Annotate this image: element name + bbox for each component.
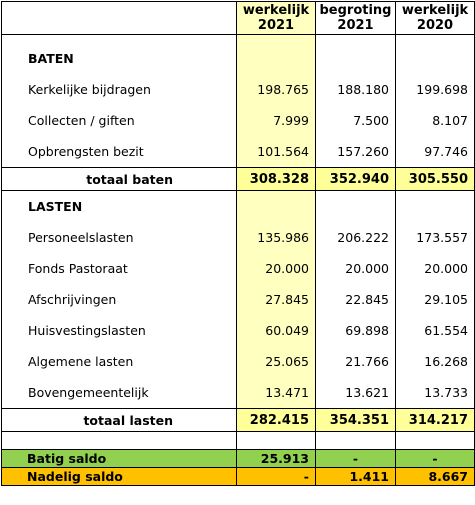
col-header-line1: werkelijk [401,3,469,18]
table-row [2,377,475,409]
row-label: Personeelslasten [2,222,237,253]
cell-value: 173.557 [396,222,475,253]
budget-table [1,1,475,486]
col-header-begroting-2021 [316,2,396,35]
batig-saldo-label: Batig saldo [2,450,237,468]
col-header-line1: begroting [319,3,392,18]
cell-value: 188.180 [316,74,396,105]
total-value: 305.550 [396,168,475,191]
cell-value: 13.733 [396,377,475,409]
total-value: 282.415 [237,409,316,432]
cell-value: 22.845 [316,284,396,315]
col-header-line1: werkelijk [242,3,310,18]
cell-value: 7.500 [316,105,396,136]
section-title-lasten: LASTEN [2,191,237,223]
section-row-baten [2,43,475,74]
section-title-baten: BATEN [2,43,237,74]
row-label: Opbrengsten bezit [2,136,237,168]
cell-value: 8.107 [396,105,475,136]
total-row-lasten [2,409,475,432]
table-row [2,315,475,346]
cell-value: 13.471 [237,377,316,409]
cell-value: 60.049 [237,315,316,346]
col-header-line2: 2020 [416,18,454,33]
header-label-cell [2,2,237,35]
table-row [2,74,475,105]
section-row-lasten [2,191,475,223]
spacer-row [2,432,475,450]
cell-value: 69.898 [316,315,396,346]
cell-value: 20.000 [316,253,396,284]
row-label: Afschrijvingen [2,284,237,315]
row-label: Collecten / giften [2,105,237,136]
batig-saldo-value: 25.913 [237,450,316,468]
cell-value: 25.065 [237,346,316,377]
nadelig-saldo-value: 1.411 [316,468,396,486]
total-value: 354.351 [316,409,396,432]
batig-saldo-value: - [396,450,475,468]
cell-value: 198.765 [237,74,316,105]
total-label: totaal baten [2,168,237,191]
nadelig-saldo-value: 8.667 [396,468,475,486]
cell-value: 20.000 [237,253,316,284]
batig-saldo-row [2,450,475,468]
cell-value: 61.554 [396,315,475,346]
total-value: 352.940 [316,168,396,191]
cell-value: 97.746 [396,136,475,168]
cell-value: 27.845 [237,284,316,315]
batig-saldo-value: - [316,450,396,468]
nadelig-saldo-value: - [237,468,316,486]
cell-value: 7.999 [237,105,316,136]
spacer-row [2,35,475,44]
row-label: Bovengemeentelijk [2,377,237,409]
table-row [2,346,475,377]
cell-value: 101.564 [237,136,316,168]
cell-value: 157.260 [316,136,396,168]
total-row-baten [2,168,475,191]
total-value: 308.328 [237,168,316,191]
row-label: Kerkelijke bijdragen [2,74,237,105]
cell-value: 199.698 [396,74,475,105]
cell-value: 16.268 [396,346,475,377]
cell-value: 29.105 [396,284,475,315]
row-label: Algemene lasten [2,346,237,377]
row-label: Huisvestingslasten [2,315,237,346]
cell-value: 206.222 [316,222,396,253]
cell-value: 135.986 [237,222,316,253]
col-header-werkelijk-2020 [396,2,475,35]
table-row [2,284,475,315]
table-row [2,253,475,284]
nadelig-saldo-label: Nadelig saldo [2,468,237,486]
table-row [2,136,475,168]
col-header-line2: 2021 [337,18,374,33]
table-row [2,222,475,253]
col-header-werkelijk-2021 [237,2,316,35]
row-label: Fonds Pastoraat [2,253,237,284]
cell-value: 13.621 [316,377,396,409]
col-header-line2: 2021 [257,18,295,33]
nadelig-saldo-row [2,468,475,486]
table-row [2,105,475,136]
cell-value: 20.000 [396,253,475,284]
header-row [2,2,475,35]
cell-value: 21.766 [316,346,396,377]
total-label: totaal lasten [2,409,237,432]
total-value: 314.217 [396,409,475,432]
